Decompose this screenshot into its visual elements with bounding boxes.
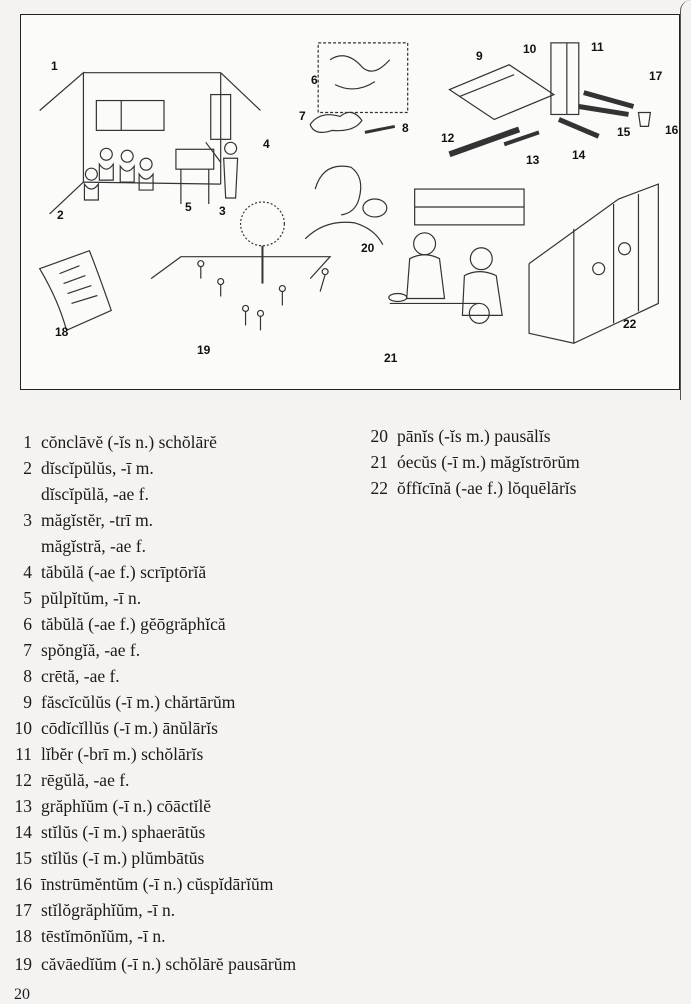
- vocab-entry-12: 12 rēgŭlă, -ae f.: [14, 770, 130, 790]
- label-12: 12: [441, 131, 455, 145]
- vocab-entry-3b: măgĭstră, -ae f.: [41, 536, 146, 556]
- label-2: 2: [57, 208, 64, 222]
- vocab-entry-7: 7 spŏngĭă, -ae f.: [23, 640, 141, 660]
- vocab-entry-22: 22 ŏffĭcīnă (-ae f.) lŏquēlārĭs: [370, 478, 577, 498]
- illustration-drawing: [21, 15, 679, 389]
- vocab-entry-10: 10 cōdĭcĭllŭs (-ī m.) ānŭlārĭs: [14, 718, 218, 738]
- label-14: 14: [572, 148, 586, 162]
- courtyard-scene: [151, 202, 330, 330]
- vocab-entry-4: 4 tăbŭlă (-ae f.) scrīptōrĭă: [23, 562, 207, 582]
- label-18: 18: [55, 325, 69, 339]
- vocab-entry-8: 8 crētă, -ae f.: [23, 666, 120, 686]
- vocab-entry-14: 14 stĭlŭs (-ī m.) sphaerātŭs: [14, 822, 206, 842]
- page-number: 20: [14, 986, 30, 1003]
- label-17: 17: [649, 69, 663, 83]
- vocab-entry-9: 9 făscĭcŭlŭs (-ī m.) chărtārŭm: [23, 692, 236, 712]
- label-22: 22: [623, 317, 637, 331]
- label-1: 1: [51, 59, 58, 73]
- label-10: 10: [523, 42, 537, 56]
- label-6: 6: [311, 73, 318, 87]
- label-15: 15: [617, 125, 631, 139]
- label-5: 5: [185, 200, 192, 214]
- label-19: 19: [197, 343, 211, 357]
- map-scene: [310, 43, 407, 133]
- label-9: 9: [476, 49, 483, 63]
- classroom-illustration: [20, 14, 680, 390]
- vocab-entry-13: 13 grăphĭŭm (-ī n.) cōāctĭlĕ: [14, 796, 212, 816]
- vocab-entry-2b: dĭscĭpŭlă, -ae f.: [41, 484, 149, 504]
- language-lab-scene: [529, 184, 658, 343]
- vocab-entry-15: 15 stĭlŭs (-ī m.) plŭmbātŭs: [14, 848, 205, 868]
- vocab-entry-2: 2 dĭscĭpŭlŭs, -ī m.: [23, 458, 154, 478]
- label-11: 11: [591, 40, 604, 54]
- classroom-scene: [40, 73, 261, 214]
- vocab-entry-20: 20 pānĭs (-ĭs m.) pausālĭs: [370, 426, 551, 446]
- page-edge: [680, 0, 691, 400]
- vocab-entry-18: 18 tēstĭmōnĭŭm, -ī n.: [14, 926, 166, 946]
- vocab-entry-16: 16 īnstrūmĕntŭm (-ī n.) cŭspĭdārĭŭm: [14, 874, 274, 894]
- teachers-room-scene: [389, 189, 524, 323]
- vocab-entry-3: 3 măgĭstĕr, -trī m.: [23, 510, 154, 530]
- label-20: 20: [361, 241, 375, 255]
- vocab-entry-19: 19 căvāedĭŭm (-ī n.) schŏlārĕ pausārŭm: [14, 954, 297, 974]
- label-21: 21: [384, 351, 398, 365]
- vocab-entry-6: 6 tăbŭlă (-ae f.) gĕōgrăphĭcă: [23, 614, 226, 634]
- label-4: 4: [263, 137, 270, 151]
- label-7: 7: [299, 109, 306, 123]
- vocab-entry-21: 21 óecŭs (-ī m.) măgĭstrōrŭm: [370, 452, 580, 472]
- vocab-entry-17: 17 stĭlŏgrăphĭŭm, -ī n.: [14, 900, 176, 920]
- vocab-entry-11: 11 lĭbĕr (-brī m.) schŏlārĭs: [15, 744, 204, 764]
- label-13: 13: [526, 153, 540, 167]
- label-3: 3: [219, 204, 226, 218]
- snack-scene: [305, 166, 387, 245]
- vocab-entry-1: 1 cŏnclāvĕ (-ĭs n.) schŏlārĕ: [23, 432, 217, 452]
- label-8: 8: [402, 121, 409, 135]
- certificate-scene: [40, 251, 112, 331]
- label-16: 16: [665, 123, 679, 137]
- vocab-entry-5: 5 pŭlpĭtŭm, -ī n.: [23, 588, 142, 608]
